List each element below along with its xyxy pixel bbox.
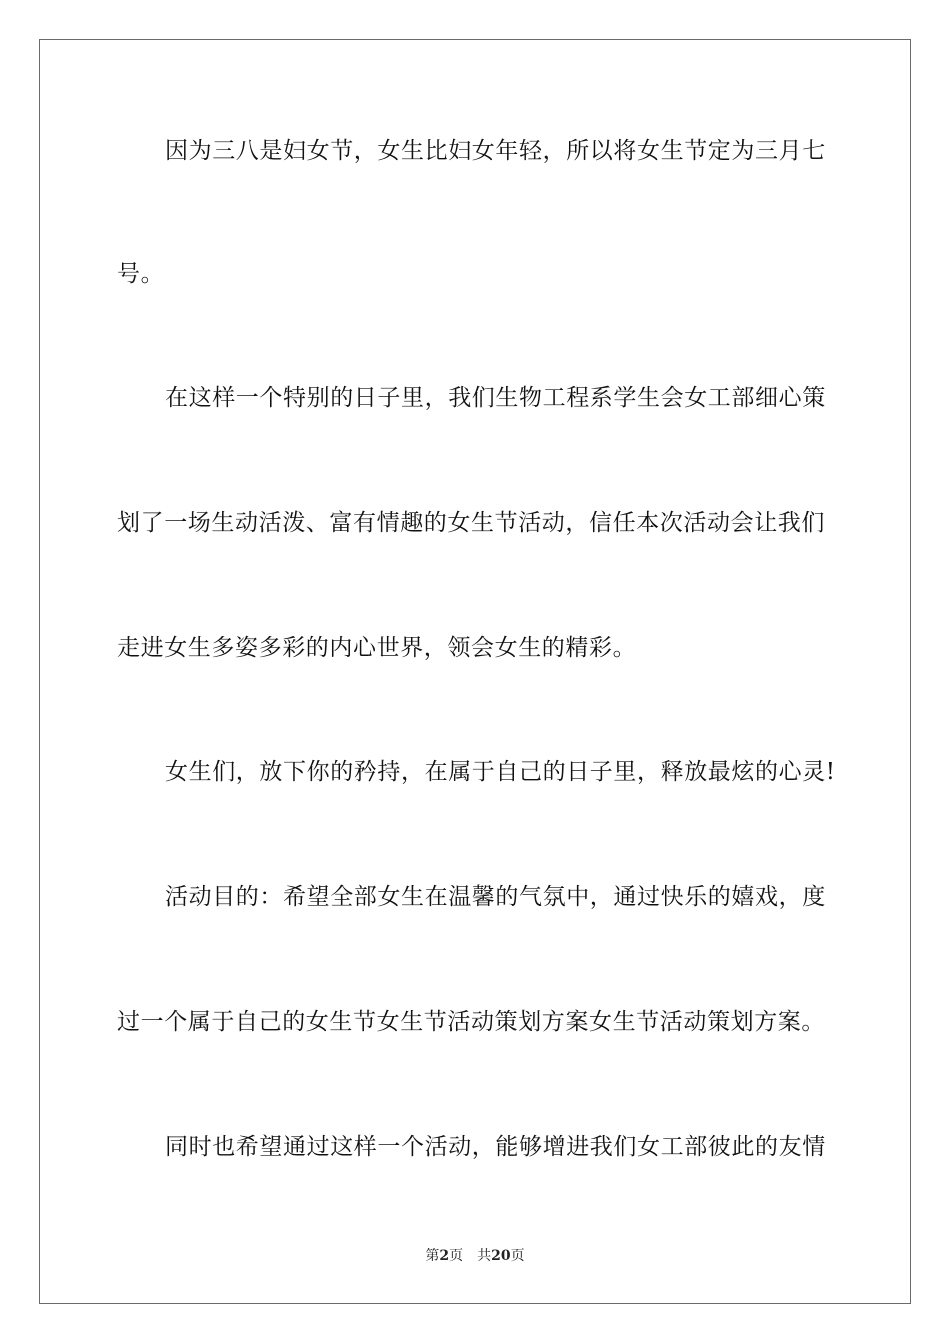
paragraph-line: 因为三八是妇女节，女生比妇女年轻，所以将女生节定为三月七	[165, 138, 826, 164]
paragraph-line: 活动目的：希望全部女生在温馨的气氛中，通过快乐的嬉戏，度	[165, 884, 826, 910]
paragraph-line: 过一个属于自己的女生节女生节活动策划方案女生节活动策划方案。	[117, 1009, 825, 1035]
paragraph-line: 划了一场生动活泼、富有情趣的女生节活动，信任本次活动会让我们	[117, 510, 825, 536]
paragraph-line: 同时也希望通过这样一个活动，能够增进我们女工部彼此的友情	[165, 1134, 826, 1160]
page-number-label: 第2页	[425, 1248, 464, 1264]
paragraph-line: 走进女生多姿多彩的内心世界，领会女生的精彩。	[117, 635, 637, 661]
paragraph-line: 女生们，放下你的矜持，在属于自己的日子里，释放最炫的心灵!	[165, 759, 836, 785]
total-pages-label: 共20页	[477, 1248, 525, 1264]
page-footer	[0, 1246, 950, 1266]
paragraph-line: 号。	[117, 261, 165, 287]
page-border	[39, 39, 911, 1304]
paragraph-line: 在这样一个特别的日子里，我们生物工程系学生会女工部细心策	[165, 385, 826, 411]
